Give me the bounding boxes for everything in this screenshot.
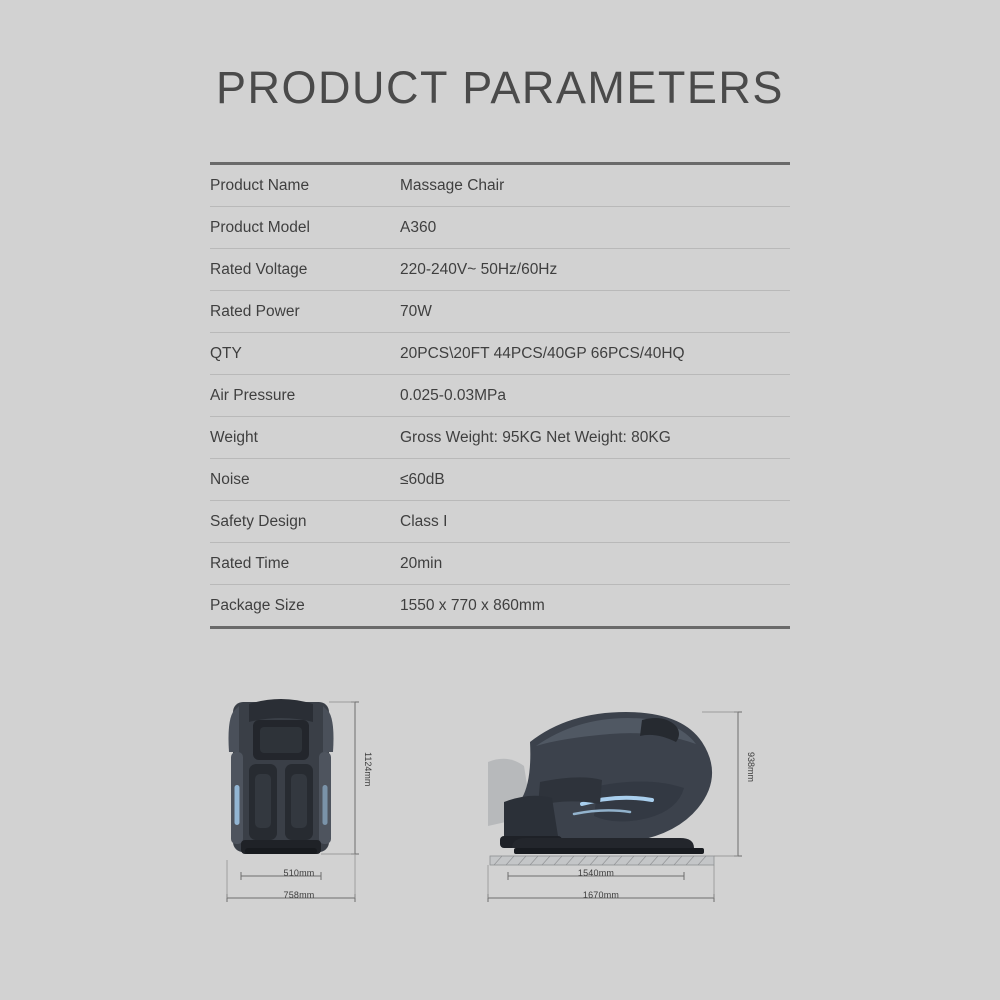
spec-value: ≤60dB [400,471,445,488]
table-bottom-rule [210,626,790,629]
spec-value: Gross Weight: 95KG Net Weight: 80KG [400,429,671,446]
spec-key: Product Name [210,177,310,194]
table-row [210,333,790,375]
spec-key: Air Pressure [210,387,296,404]
table-row [210,375,790,417]
side-view-diagram [470,690,770,930]
spec-value: 0.025-0.03MPa [400,387,506,404]
spec-key: Rated Power [210,303,300,320]
table-row [210,291,790,333]
page-title: PRODUCT PARAMETERS [216,62,784,113]
side-view-height-label: 938mm [746,752,756,783]
spec-value: A360 [400,219,437,236]
table-row [210,249,790,291]
spec-key: QTY [210,345,242,362]
spec-value: 220-240V~ 50Hz/60Hz [400,261,558,278]
table-row [210,207,790,249]
spec-value: 1550 x 770 x 860mm [400,597,545,614]
side-view-inner-length-label: 1540mm [577,868,615,878]
table-row [210,585,790,627]
specifications-table [210,165,790,626]
spec-value: Class I [400,513,448,530]
spec-key: Rated Time [210,555,290,572]
spec-key: Product Model [210,219,310,236]
front-view-outer-width-label: 758mm [283,890,315,900]
front-view-inner-width-label: 510mm [283,868,315,878]
table-row [210,459,790,501]
spec-table-container [210,162,790,629]
side-view-outer-length-label: 1670mm [582,890,620,900]
spec-value: Massage Chair [400,177,505,194]
spec-key: Weight [210,429,258,446]
spec-value: 70W [400,303,432,320]
front-view-height-label: 1124mm [363,752,373,787]
dimension-diagrams [0,690,1000,950]
front-view-diagram [205,690,395,930]
spec-key: Package Size [210,597,305,614]
spec-value: 20min [400,555,443,572]
table-row [210,417,790,459]
spec-key: Safety Design [210,513,307,530]
spec-key: Noise [210,471,250,488]
table-row [210,543,790,585]
spec-value: 20PCS\20FT 44PCS/40GP 66PCS/40HQ [400,345,685,362]
table-row [210,501,790,543]
table-row [210,165,790,207]
spec-key: Rated Voltage [210,261,308,278]
